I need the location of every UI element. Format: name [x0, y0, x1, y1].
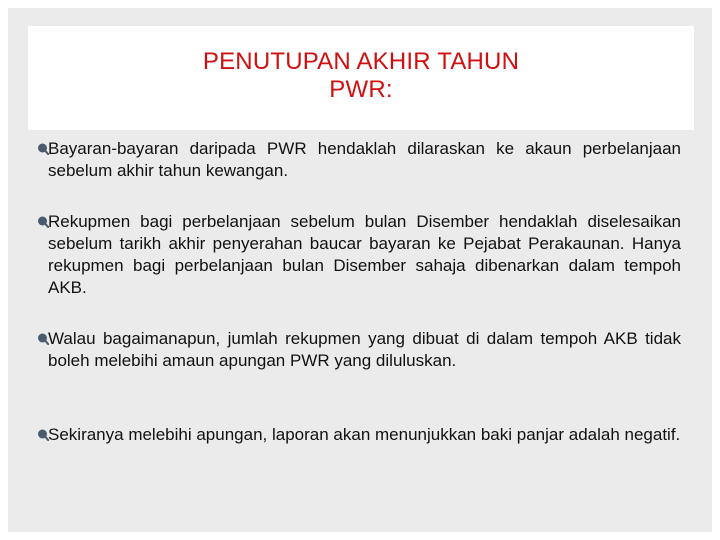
title-line-2: PWR:	[329, 76, 393, 103]
title-line-1: PENUTUPAN AKHIR TAHUN	[202, 48, 520, 75]
bullet-text: Walau bagaimanapun, jumlah rekupmen yang dibuat di dalam tempoh AKB tidak boleh melebihi amaun apungan PWR yang diluluskan.	[48, 329, 681, 370]
bullet-item	[48, 424, 681, 446]
bullet-text: Sekiranya melebihi apungan, laporan akan menunjukkan baki panjar adalah negatif.	[48, 425, 681, 444]
q-bullet-icon	[37, 428, 49, 441]
q-bullet-icon	[37, 142, 49, 155]
bullet-item	[48, 328, 681, 372]
bullet-text: Bayaran-bayaran daripada PWR hendaklah dilaraskan ke akaun perbelanjaan sebelum akhir tahun kewangan.	[48, 139, 681, 180]
title-box	[28, 26, 694, 130]
q-bullet-icon	[37, 332, 49, 345]
bullet-item	[48, 138, 681, 182]
bullet-item	[48, 211, 681, 299]
q-bullet-icon	[37, 215, 49, 228]
slide-title	[28, 48, 694, 104]
bullet-text: Rekupmen bagi perbelanjaan sebelum bulan Disember hendaklah diselesaikan sebelum tarikh akhir penyerahan baucar bayaran ke Pejabat Perakaunan. Hanya rekupmen bagi perbelanjaan bulan Disember sahaja dibenarkan dalam tempoh AKB.	[48, 212, 681, 297]
